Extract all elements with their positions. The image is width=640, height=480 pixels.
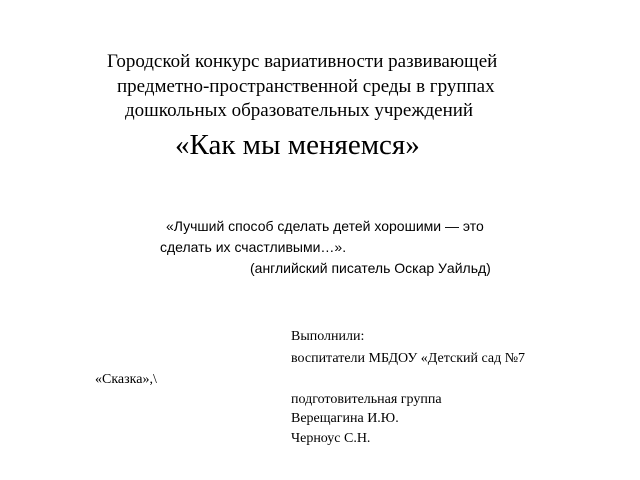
header-line-3: дошкольных образовательных учреждений <box>125 100 474 121</box>
quote-line-2: сделать их счастливыми…». <box>160 239 347 255</box>
quote-attribution: (английский писатель Оскар Уайльд) <box>250 260 491 276</box>
page-title: «Как мы меняемся» <box>175 129 420 161</box>
credits-author-2: Черноус С.Н. <box>291 431 371 446</box>
credits-group: подготовительная группа <box>291 392 442 407</box>
credits-heading: Выполнили: <box>291 329 365 344</box>
header-line-1: Городской конкурс вариативности развивающей <box>107 51 498 72</box>
quote-line-1: «Лучший способ сделать детей хорошими — это <box>166 218 484 234</box>
credits-author-1: Верещагина И.Ю. <box>291 411 399 426</box>
credits-line-1-wrap: «Сказка»,\ <box>95 372 157 387</box>
credits-line-1: воспитатели МБДОУ «Детский сад №7 <box>291 351 526 366</box>
header-line-2: предметно-пространственной среды в группах <box>117 76 495 97</box>
